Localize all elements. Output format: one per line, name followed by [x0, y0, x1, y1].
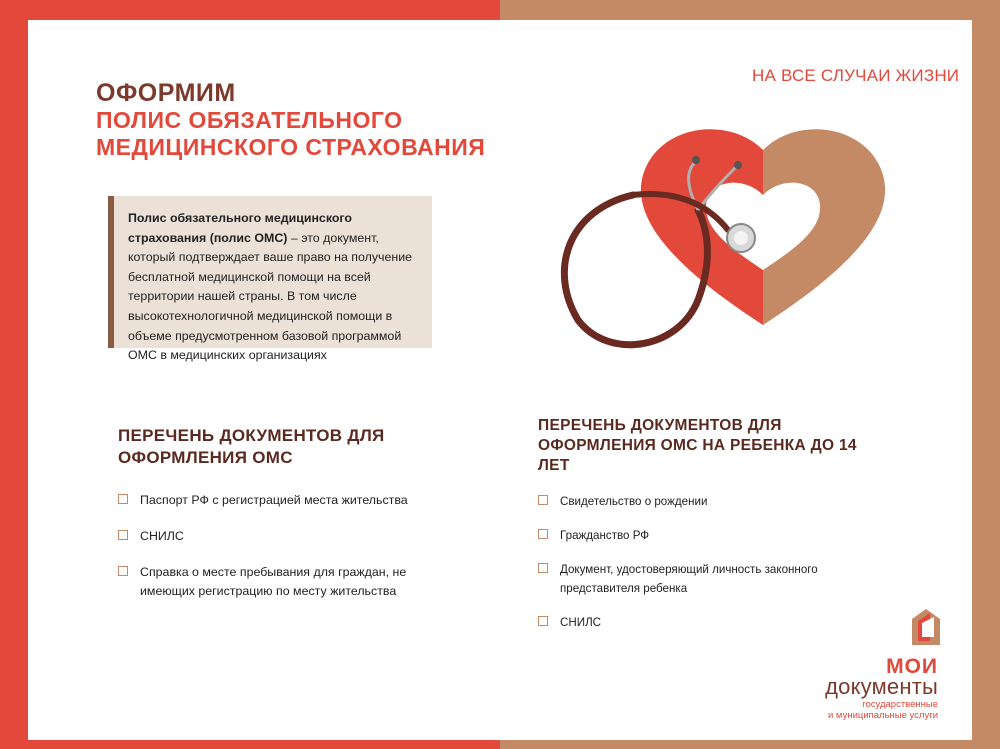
info-text: – это документ, который подтверждает ваше право на получение бесплатной медицинской помощи на всей территории нашей страны. В том числе высокотехнологичной медицинской помощи в объеме предусмотренном базовой программой ОМС в медицинских организациях	[128, 230, 413, 363]
poster-card	[28, 20, 972, 740]
checkbox-icon	[118, 566, 128, 576]
logo-subtitle-1: государственные	[862, 699, 938, 710]
adult-documents-list	[118, 425, 448, 618]
list-item-label: СНИЛС	[560, 616, 602, 629]
moi-dokumenty-logo	[808, 605, 948, 725]
logo-line-2: документы	[825, 674, 938, 699]
list-item-label: Справка о месте пребывания для граждан, не имеющих регистрацию по месту жительства	[140, 565, 407, 598]
info-box	[108, 196, 432, 363]
list-item	[538, 526, 868, 545]
list-item	[118, 563, 448, 601]
list-item-label: СНИЛС	[140, 529, 184, 543]
list-item	[118, 527, 448, 546]
list-item	[118, 491, 448, 510]
logo-subtitle	[828, 699, 938, 721]
tagline: НА ВСЕ СЛУЧАИ ЖИЗНИ	[752, 66, 960, 85]
child-list-title: ПЕРЕЧЕНЬ ДОКУМЕНТОВ ДЛЯ ОФОРМЛЕНИЯ ОМС НА РЕБЕНКА ДО 14 ЛЕТ	[538, 417, 857, 474]
checkbox-icon	[118, 530, 128, 540]
list-item	[538, 560, 868, 598]
info-bold-text: Полис обязательного медицинского страхования (полис ОМС)	[128, 211, 352, 245]
checkbox-icon	[538, 495, 548, 505]
checkbox-icon	[118, 494, 128, 504]
title-line-1: ОФОРМИМ	[96, 79, 236, 107]
logo-line-1: МОИ	[886, 655, 938, 678]
title-line-3: МЕДИЦИНСКОГО СТРАХОВАНИЯ	[96, 134, 486, 160]
page-title	[96, 80, 485, 161]
checkbox-icon	[538, 529, 548, 539]
list-item-label: Паспорт РФ с регистрацией места жительства	[140, 493, 408, 507]
list-item-label: Документ, удостоверяющий личность законного представителя ребенка	[560, 563, 818, 595]
logo-subtitle-2: и муниципальные услуги	[827, 710, 938, 721]
title-line-2: ПОЛИС ОБЯЗАТЕЛЬНОГО	[96, 107, 403, 133]
list-item	[538, 492, 868, 511]
adult-list-title: ПЕРЕЧЕНЬ ДОКУМЕНТОВ ДЛЯ ОФОРМЛЕНИЯ ОМС	[118, 426, 385, 467]
list-item-label: Гражданство РФ	[560, 529, 650, 542]
checkbox-icon	[538, 616, 548, 626]
checkbox-icon	[538, 563, 548, 573]
logo-icon	[908, 605, 944, 649]
heart-stethoscope-illustration	[538, 120, 898, 360]
list-item-label: Свидетельство о рождении	[560, 495, 708, 508]
